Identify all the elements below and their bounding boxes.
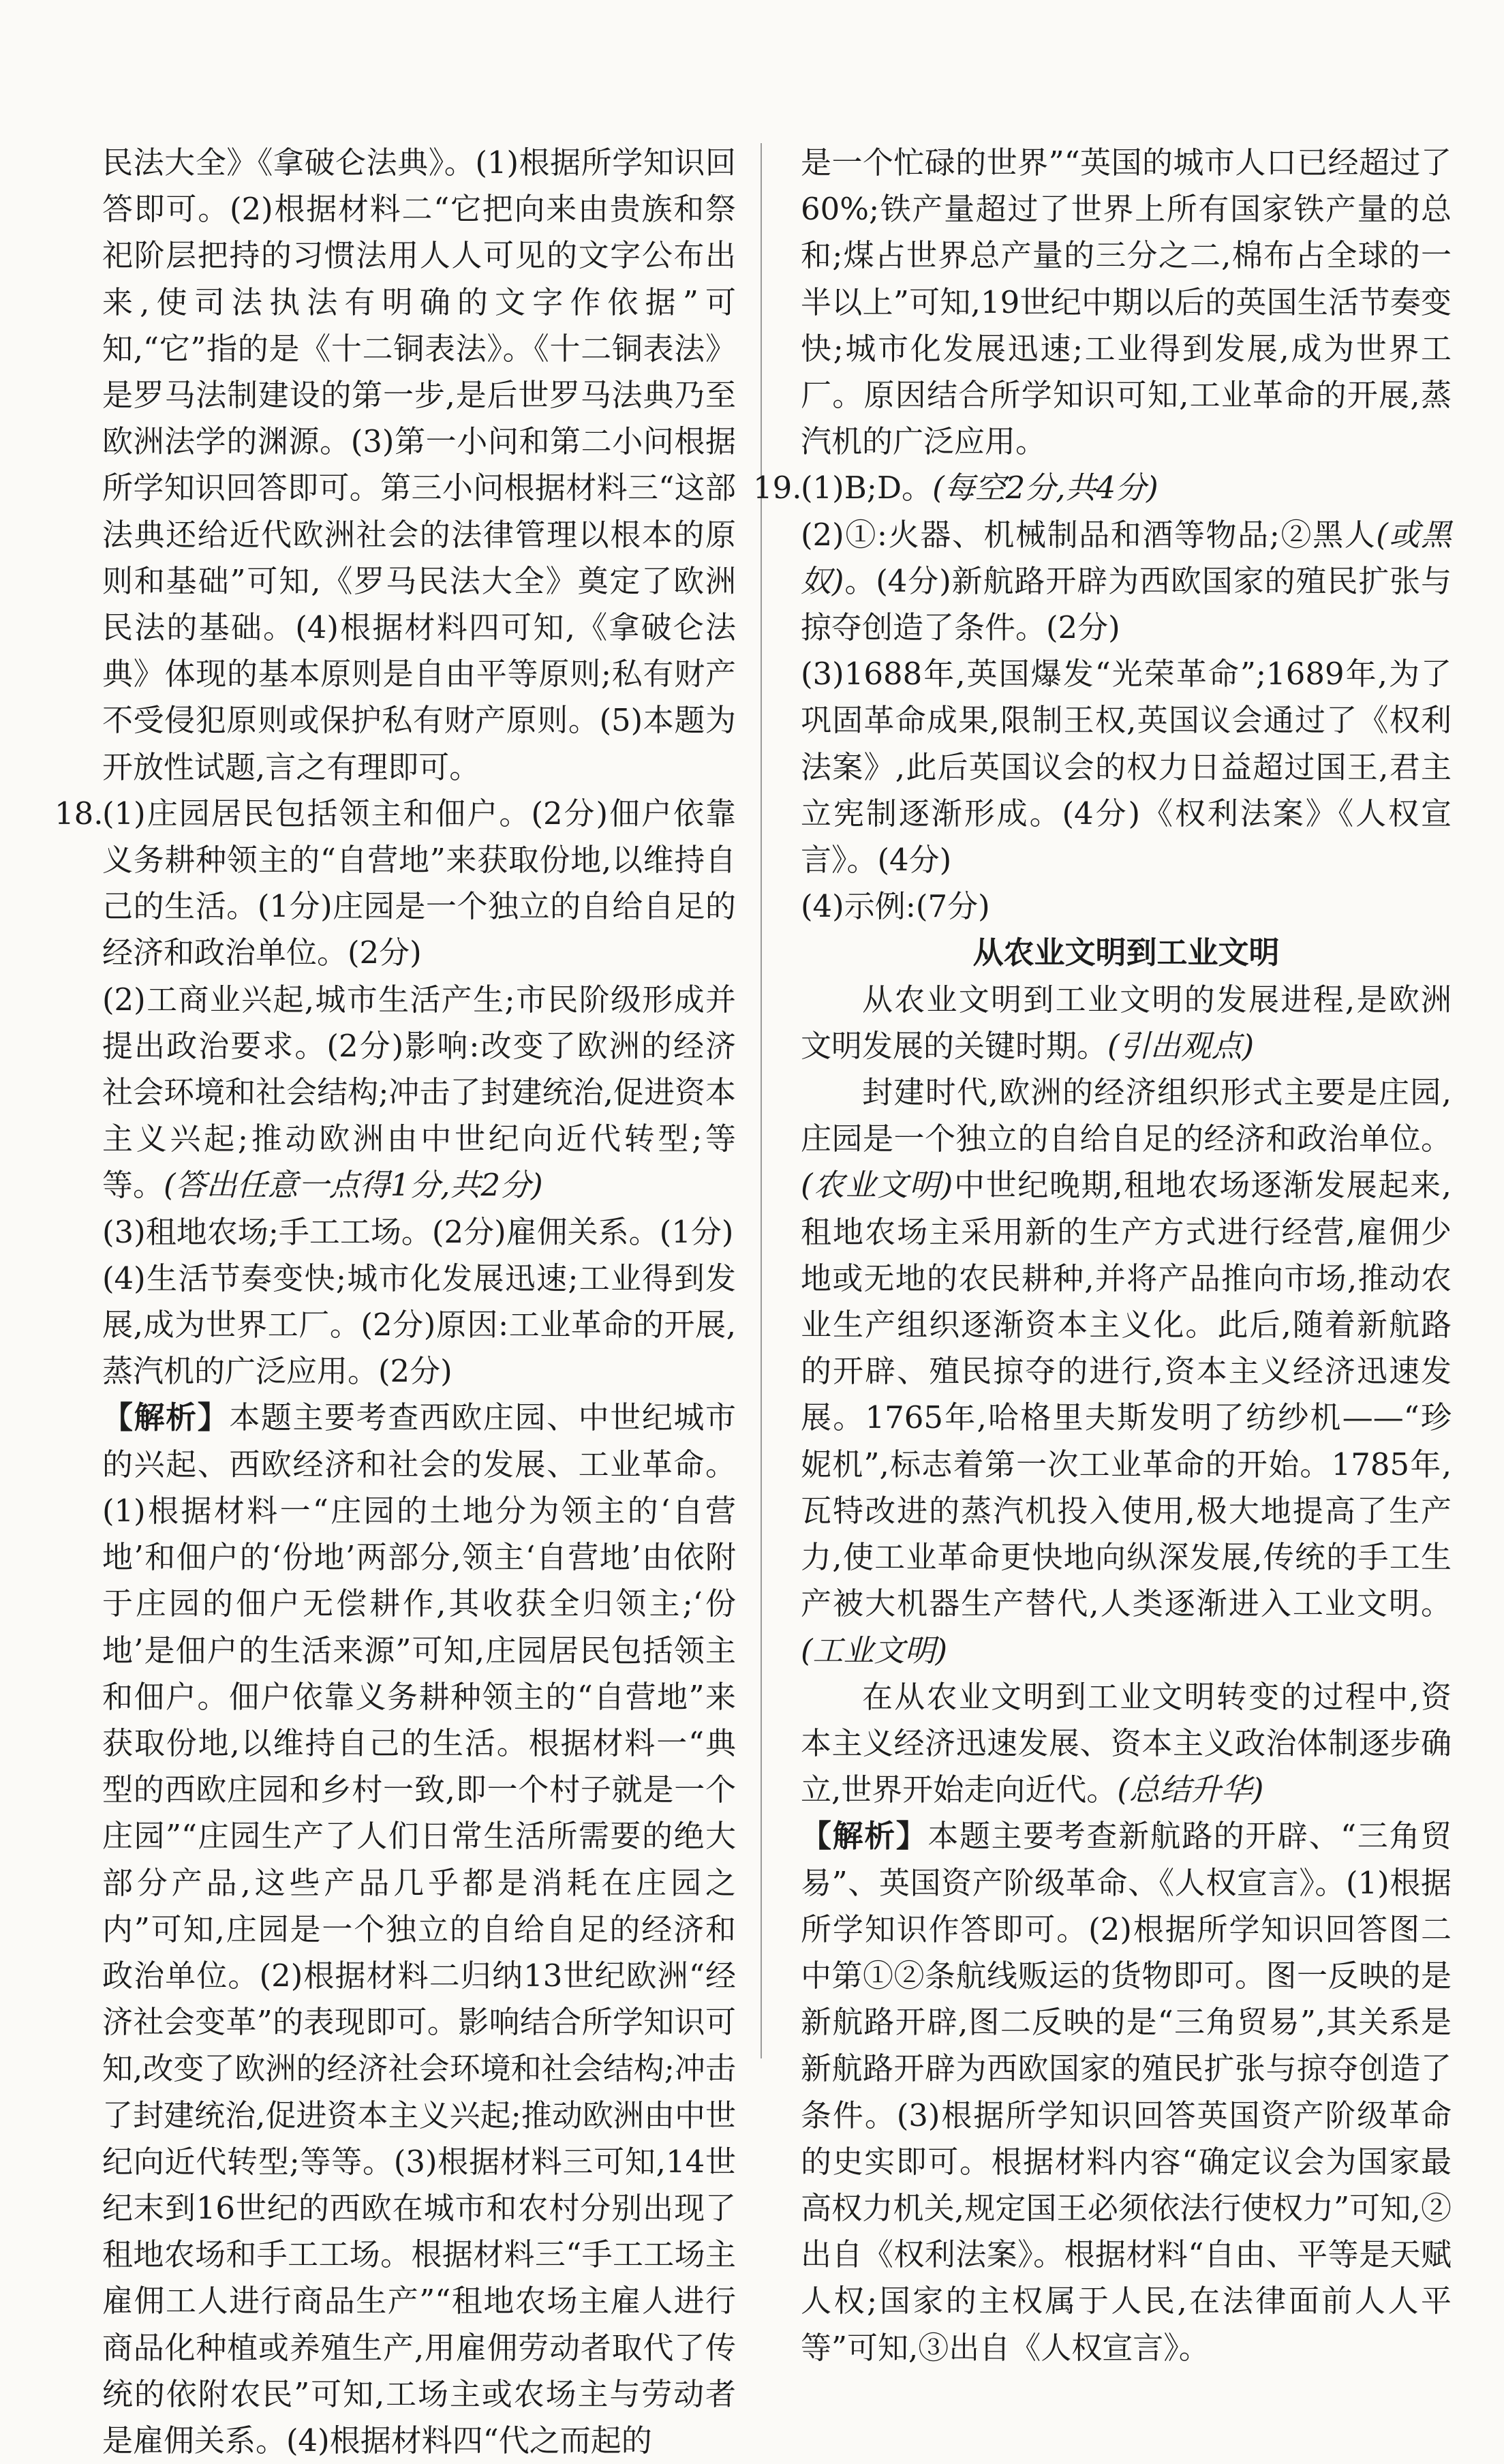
left-column [55,140,736,2464]
q19-analysis-label: 【解析】 [801,1818,928,1855]
q18-answer-3: (3)租地农场;手工工场。(2分)雇佣关系。(1分) [102,1213,734,1250]
q19-answer-3: (3)1688年,英国爆发“光荣革命”;1689年,为了巩固革命成果,限制王权,英国议会通过了《权利法案》,此后英国议会的权力日益超过国王,君主立宪制逐渐形成。(4分)《权利法案》《人权宣言》。(4分) [801,656,1452,879]
essay-paragraph-1-text: 从农业文明到工业文明的发展进程,是欧洲文明发展的关键时期。 [801,981,1452,1064]
essay-paragraph-3-note: (总结升华) [1117,1771,1264,1808]
q18-analysis-text: 本题主要考查西欧庄园、中世纪城市的兴起、西欧经济和社会的发展、工业革命。(1)根据材料一“庄园的土地分为领主的‘自营地’和佃户的‘份地’两部分,领主‘自营地’由依附于庄园的佃户无偿耕作,其收获全归领主;‘份地’是佃户的生活来源”可知,庄园居民包括领主和佃户。佃户依靠义务耕种领主的“自营地”来获取份地,以维持自己的生活。根据材料一“典型的西欧庄园和乡村一致,即一个村子就是一个庄园”“庄园生产了人们日常生活所需要的绝大部分产品,这些产品几乎都是消耗在庄园之内”可知,庄园是一个独立的自给自足的经济和政治单位。(2)根据材料二归纳13世纪欧洲“经济社会变革”的表现即可。影响结合所学知识可知,改变了欧洲的经济社会环境和社会结构;冲击了封建统治,促进资本主义兴起;推动欧洲由中世纪向近代转型;等等。(3)根据材料三可知,14世纪末到16世纪的西欧在城市和农村分别出现了租地农场和手工工场。根据材料三“手工工场主雇佣工人进行商品生产”“租地农场主雇人进行商品化种植或养殖生产,用雇佣劳动者取代了传统的依附农民”可知,工场主或农场主与劳动者是雇佣关系。(4)根据材料四“代之而起的 [102,1399,736,2459]
q19-answer-2-text-b: 。(4分)新航路开辟为西欧国家的殖民扩张与掠夺创造了条件。(2分) [801,562,1452,646]
question-19 [753,465,1452,2371]
right-column [753,140,1452,2371]
q18-answer-1: (1)庄园居民包括领主和佃户。(2分)佃户依靠义务耕种领主的“自营地”来获取份地,以维持自己的生活。(1分)庄园是一个独立的自给自足的经济和政治单位。(2分) [102,795,736,971]
essay-paragraph-2-note-1: (农业文明) [801,1167,953,1204]
essay-paragraph-1-note: (引出观点) [1107,1027,1255,1064]
q18-analysis-label: 【解析】 [102,1399,230,1436]
essay-paragraph-1 [801,977,1452,1069]
q18-answer-2-text: (2)工商业兴起,城市生活产生;市民阶级形成并提出政治要求。(2分)影响:改变了欧洲的经济社会环境和社会结构;冲击了封建统治,促进资本主义兴起;推动欧洲由中世纪向近代转型;等等。 [102,981,736,1204]
q19-answer-2 [801,512,1452,652]
q18-answer-4: (4)生活节奏变快;城市化发展迅速;工业得到发展,成为世界工厂。(2分)原因:工业革命的开展,蒸汽机的广泛应用。(2分) [102,1260,736,1390]
question-19-number: 19. [753,470,802,506]
essay-paragraph-2-text-a: 封建时代,欧洲的经济组织形式主要是庄园,庄园是一个独立的自给自足的经济和政治单位。 [801,1074,1452,1157]
question-18 [55,791,736,2464]
q19-answer-2-note: (或黑奴) [801,516,1452,599]
q19-analysis [801,1813,1452,2371]
essay-title: 从农业文明到工业文明 [972,934,1280,971]
q19-analysis-text: 本题主要考查新航路的开辟、“三角贸易”、英国资产阶级革命、《人权宣言》。(1)根据所学知识作答即可。(2)根据所学知识回答图二中第①②条航线贩运的货物即可。图一反映的是新航路开辟,图二反映的是“三角贸易”,其关系是新航路开辟为西欧国家的殖民扩张与掠夺创造了条件。(3)根据所学知识回答英国资产阶级革命的史实即可。根据材料内容“确定议会为国家最高权力机关,规定国王必须依法行使权力”可知,②出自《权利法案》。根据材料“自由、平等是天赋人权;国家的主权属于人民,在法律面前人人平等”可知,③出自《人权宣言》。 [801,1818,1452,2366]
q17-analysis-continued: 民法大全》《拿破仑法典》。(1)根据所学知识回答即可。(2)根据材料二“它把向来由贵族和祭祀阶层把持的习惯法用人人可见的文字公布出来,使司法执法有明确的文字作依据”可知,“它”指的是《十二铜表法》。《十二铜表法》是罗马法制建设的第一步,是后世罗马法典乃至欧洲法学的渊源。(3)第一小问和第二小问根据所学知识回答即可。第三小问根据材料三“这部法典还给近代欧洲社会的法律管理以根本的原则和基础”可知,《罗马民法大全》奠定了欧洲民法的基础。(4)根据材料四可知,《拿破仑法典》体现的基本原则是自由平等原则;私有财产不受侵犯原则或保护私有财产原则。(5)本题为开放性试题,言之有理即可。 [102,145,736,785]
q19-answer-1 [801,465,1452,511]
q19-answer-2-text-a: (2)①:火器、机械制品和酒等物品;②黑人 [801,516,1377,553]
essay-paragraph-2-text-b: 中世纪晚期,租地农场逐渐发展起来,租地农场主采用新的生产方式进行经营,雇佣少地或无地的农民耕种,并将产品推向市场,推动农业生产组织逐渐资本主义化。此后,随着新航路的开辟、殖民掠夺的进行,资本主义经济迅速发展。1765年,哈格里夫斯发明了纺纱机——“珍妮机”,标志着第一次工业革命的开始。1785年,瓦特改进的蒸汽机投入使用,极大地提高了生产力,使工业革命更快地向纵深发展,传统的手工生产被大机器生产替代,人类逐渐进入工业文明。 [801,1167,1452,1622]
q19-answer-4: (4)示例:(7分) [801,888,990,925]
q18-analysis [102,1395,736,2464]
q19-answer-1-note: (每空2分,共4分) [932,470,1158,506]
q18-analysis-continued: 是一个忙碌的世界”“英国的城市人口已经超过了60%;铁产量超过了世界上所有国家铁产量的总和;煤占世界总产量的三分之二,棉布占全球的一半以上”可知,19世纪中期以后的英国生活节奏变快;城市化发展迅速;工业得到发展,成为世界工厂。原因结合所学知识可知,工业革命的开展,蒸汽机的广泛应用。 [801,145,1452,460]
question-18-number: 18. [55,795,104,832]
q18-answer-2 [102,977,736,1209]
essay-paragraph-2-note-2: (工业文明) [801,1632,948,1669]
q18-answer-2-note: (答出任意一点得1分,共2分) [164,1167,543,1204]
q19-answer-1-text: (1)B;D。 [801,470,933,506]
essay-paragraph-3 [801,1674,1452,1814]
column-divider [761,143,762,2058]
essay-paragraph-2 [801,1069,1452,1674]
essay-paragraph-3-text: 在从农业文明到工业文明转变的过程中,资本主义经济迅速发展、资本主义政治体制逐步确立,世界开始走向近代。 [801,1678,1452,1808]
